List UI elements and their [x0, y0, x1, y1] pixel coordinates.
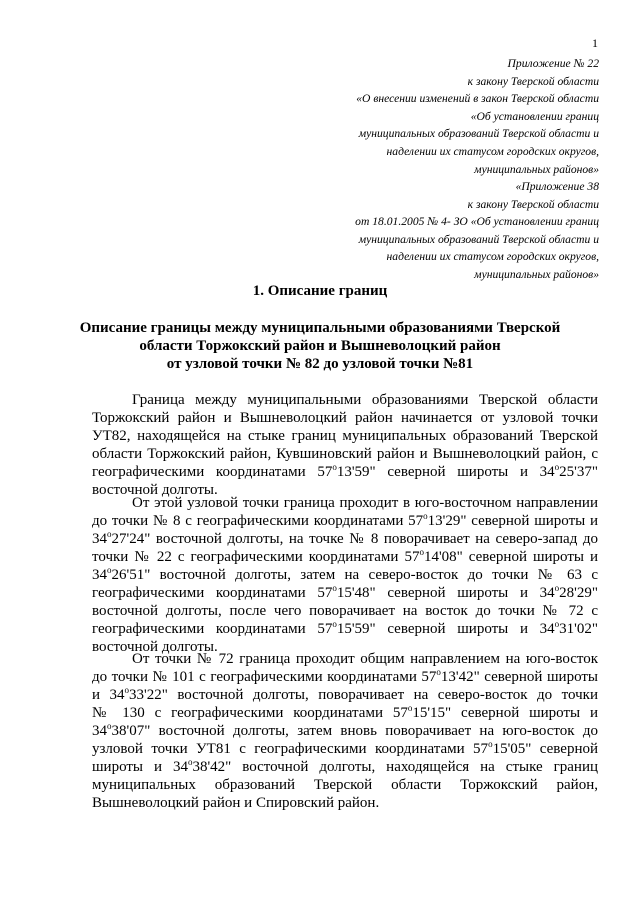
title-line: Описание границы между муниципальными образованиями Тверской: [79, 320, 561, 336]
paragraph-line: Граница между муниципальными образованиями Тверской области: [132, 392, 598, 408]
paragraph-line: узловой точки УТ81 с географическими координатами 57$^o$15'05" северной: [92, 739, 598, 757]
title-line: от узловой точки № 82 до узловой точки №81: [166, 356, 474, 372]
title-line: области Торжокский район и Вышневолоцкий район: [139, 338, 501, 354]
paragraph-line: географическими координатами 57$^o$15'48" северной широты и 34$^o$28'29": [92, 583, 598, 601]
appendix-38-line: муниципальных образований Тверской области и: [358, 232, 599, 246]
paragraph-line: Торжокский район и Вышневолоцкий район начинается от узловой точки: [92, 410, 598, 426]
paragraph-line: От точки № 72 граница проходит общим направлением на юго-восток: [132, 651, 598, 667]
appendix-38-line: от 18.01.2005 № 4- ЗО «Об установлении границ: [355, 215, 599, 229]
paragraph-line: 34$^o$27'24" восточной долготы, на точке № 8 поворачивает на северо-запад до: [92, 529, 598, 547]
page-number: 1: [592, 36, 598, 50]
paragraph-2: [92, 494, 598, 656]
appendix-38-line: наделении их статусом городских округов,: [386, 250, 599, 264]
section-title: 1. Описание границ: [252, 283, 388, 299]
paragraph-line: до точки № 8 с географическими координатами 57$^o$13'29" северной широты и: [92, 511, 598, 529]
appendix-38-line: к закону Тверской области: [467, 197, 599, 211]
paragraph-1: [92, 391, 598, 499]
appendix-22-line: муниципальных районов»: [474, 162, 599, 176]
paragraph-line: восточной долготы, после чего поворачивает на восток до точки № 72 с: [92, 603, 598, 619]
paragraph-line: муниципальных образований Тверской области Торжокский район,: [92, 777, 598, 793]
boundary-description-title: [0, 319, 640, 373]
paragraph-line: до точки № 101 с географическими координатами 57$^o$13'42" северной широты: [92, 667, 599, 685]
paragraph-line: области Торжокский район, Кувшиновский район и Вышневолоцкий район, с: [92, 446, 598, 462]
appendix-22-line: муниципальных образований Тверской области и: [358, 127, 599, 141]
paragraph-line: УТ82, находящейся на стыке границ муниципальных образований Тверской: [92, 428, 598, 444]
paragraph-line: № 130 с географическими координатами 57$^o$15'15" северной широты и: [92, 703, 599, 721]
paragraph-line: От этой узловой точки граница проходит в юго-восточном направлении: [132, 495, 598, 511]
appendix-22-line: к закону Тверской области: [467, 74, 599, 88]
appendix-22-line: Приложение № 22: [507, 57, 599, 70]
paragraph-line: восточной долготы.: [92, 482, 218, 498]
appendix-22-line: «О внесении изменений в закон Тверской области: [356, 92, 599, 106]
paragraph-line: географическими координатами 57$^o$15'59" северной широты и 34$^o$31'02": [92, 619, 598, 637]
paragraph-line: широты и 34$^o$38'42" восточной долготы, находящейся на стыке границ: [92, 757, 599, 775]
paragraph-line: восточной долготы.: [92, 639, 218, 655]
paragraph-3: [92, 650, 598, 812]
appendix-38-header: [355, 178, 599, 284]
paragraph-line: и 34$^o$33'22" восточной долготы, поворачивает на северо-восток до точки: [92, 685, 598, 703]
paragraph-line: 34$^o$38'07" восточной долготы, затем вновь поворачивает на юго-восток до: [92, 721, 598, 739]
paragraph-line: 34$^o$26'51" восточной долготы, затем на северо-восток до точки № 63 с: [92, 565, 598, 583]
paragraph-line: Вышневолоцкий район и Спировский район.: [92, 795, 380, 811]
appendix-22-line: «Об установлении границ: [470, 109, 599, 123]
appendix-38-line: муниципальных районов»: [474, 267, 599, 281]
appendix-22-line: наделении их статусом городских округов,: [386, 144, 599, 158]
appendix-22-header: [356, 55, 599, 178]
paragraph-line: географическими координатами 57$^o$13'59" северной широты и 34$^o$25'37": [92, 462, 598, 480]
appendix-38-line: «Приложение 38: [515, 180, 599, 193]
paragraph-line: точки № 22 с географическими координатами 57$^o$14'08" северной широты и: [92, 547, 599, 565]
